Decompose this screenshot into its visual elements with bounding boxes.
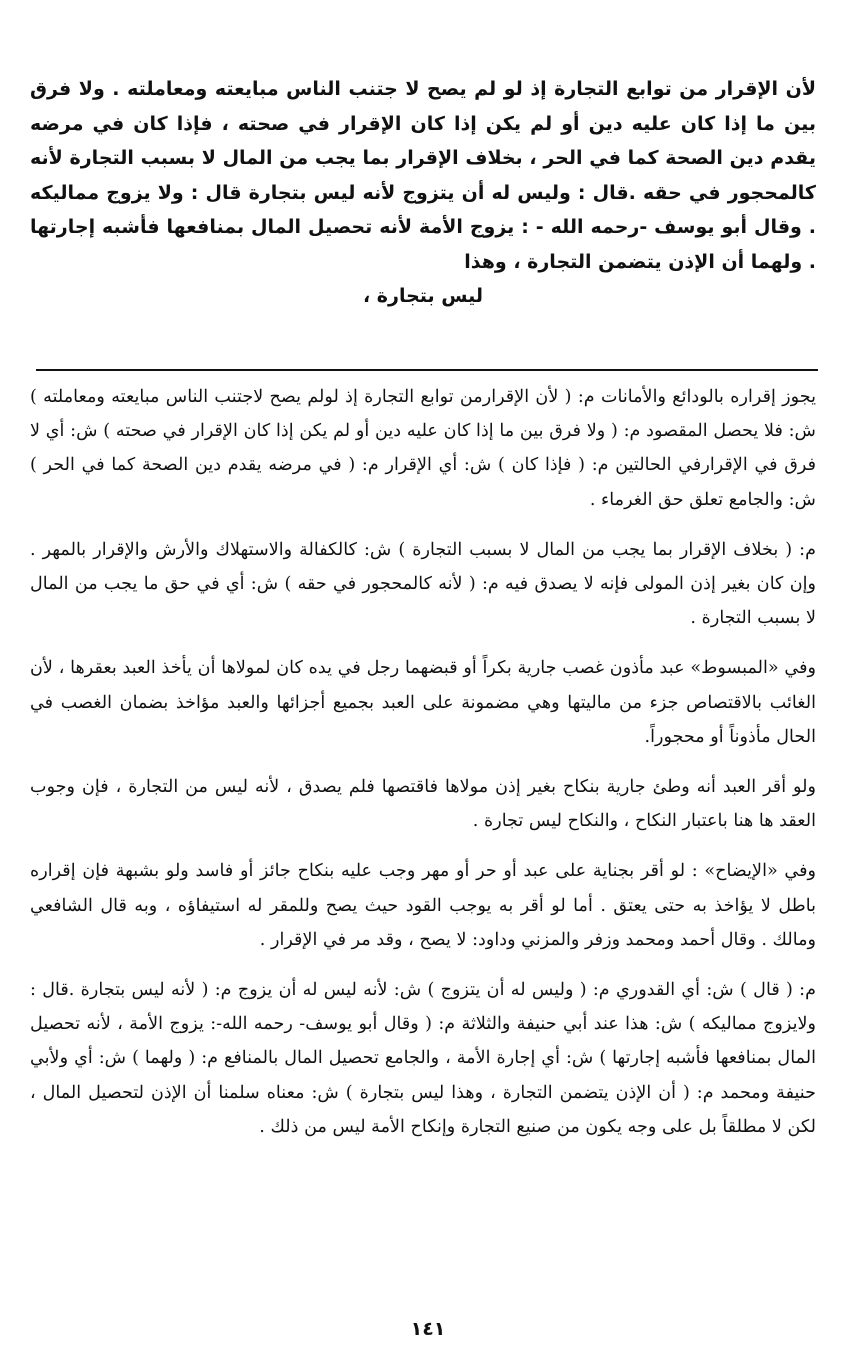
commentary-paragraph-text: وفي «المبسوط» عبد مأذون غصب جارية بكراً أو قبضهما رجل في يده كان لمولاها أن يأخذ العبد بعقرها ، لأن الغائب بالاقتصاص جزء من ماليتها وهي مضمونة على العبد بجميع أجزائها والعبد مؤاخذ بضمان الغصب في الحال مأذوناً أو محجوراً. xyxy=(30,658,816,747)
separator-line xyxy=(36,369,818,371)
commentary-paragraph xyxy=(30,380,816,517)
main-text-block xyxy=(30,72,816,314)
commentary-paragraph-text: م: ( بخلاف الإقرار بما يجب من المال لا بسبب التجارة ) ش: كالكفالة والاستهلاك والأرش والإقرار بالمهر . وإن كان بغير إذن المولى فإنه لا يصدق فيه م: ( لأنه كالمحجور في حقه ) ش: أي في حق ما يجب من المال لا بسبب التجارة . xyxy=(30,539,816,629)
page-number: ١٤١ xyxy=(410,1318,446,1340)
commentary-block xyxy=(30,380,816,1160)
commentary-paragraph xyxy=(30,973,816,1144)
commentary-paragraph-text: وفي «الإيضاح» : لو أقر بجناية على عبد أو حر أو مهر وجب عليه بنكاح جائز أو فاسد ولو بشبهة فإن إقراره باطل لا يؤاخذ به حتى يعتق . أما لو أقر به يوجب القود حيث يصح وللمقر له استيفاؤه ، وبه قال الشافعي ومالك . وقال أحمد ومحمد وزفر والمزني وداود: لا يصح ، وقد مر في الإقرار . xyxy=(30,861,816,950)
commentary-paragraph-text: م: ( قال ) ش: أي القدوري م: ( وليس له أن يتزوج ) ش: لأنه ليس له أن يزوج م: ( لأنه ليس بتجارة .قال : ولايزوج مماليكه ) ش: هذا عند أبي حنيفة والثلاثة م: ( وقال أبو يوسف- رحمه الله-: يزوج الأمة ، لأنه تحصيل المال بمنافعها فأشبه إجارتها ) ش: أي إجارة الأمة ، والجامع تحصيل المال بالمنافع م: ( ولهما ) ش: أي ولأبي حنيفة ومحمد م: ( أن الإذن يتضمن التجارة ، وهذا ليس بتجارة ) ش: معناه سلمنا أن الإذن لتحصيل المال ، لكن لا مطلقاً بل على وجه يكون من صنيع التجارة وإنكاح الأمة ليس من ذلك . xyxy=(30,980,816,1137)
commentary-paragraph-text: ولو أقر العبد أنه وطئ جارية بنكاح بغير إذن مولاها فاقتصها فلم يصدق ، لأنه ليس من التجارة ، فإن وجوب العقد ها هنا باعتبار النكاح ، والنكاح ليس تجارة . xyxy=(30,777,816,832)
main-text-body: لأن الإقرار من توابع التجارة إذ لو لم يصح لا جتنب الناس مبايعته ومعاملته . ولا فرق بين ما إذا كان عليه دين أو لم يكن إذا كان الإقرار في صحته ، فإذا كان في مرضه يقدم دين الصحة كما في الحر ، بخلاف الإقرار بما يجب من المال لا بسبب التجارة لأنه كالمحجور في حقه .قال : وليس له أن يتزوج لأنه ليس بتجارة قال : ولا يزوج مماليكه . وقال أبو يوسف -رحمه الله - : يزوج الأمة لأنه تحصيل المال بمنافعها فأشبه إجارتها . ولهما أن الإذن يتضمن التجارة ، وهذا xyxy=(30,78,816,273)
main-text-last-line: ليس بتجارة ، xyxy=(362,285,484,307)
commentary-paragraph xyxy=(30,533,816,636)
commentary-paragraph xyxy=(30,651,816,754)
commentary-paragraph xyxy=(30,770,816,838)
commentary-paragraph-text: يجوز إقراره بالودائع والأمانات م: ( لأن الإقرارمن توابع التجارة إذ لولم يصح لاجتنب الناس مبايعته ومعاملته ) ش: فلا يحصل المقصود م: ( ولا فرق بين ما إذا كان عليه دين أو لم يكن إذا كان الإقرار في صحته ) ش: أي لا فرق في الإقرارفي الحالتين م: ( فإذا كان ) ش: أي الإقرار م: ( في مرضه يقدم دين الصحة كما في الحر ) ش: والجامع تعلق حق الغرماء . xyxy=(30,387,816,510)
commentary-paragraph xyxy=(30,854,816,957)
